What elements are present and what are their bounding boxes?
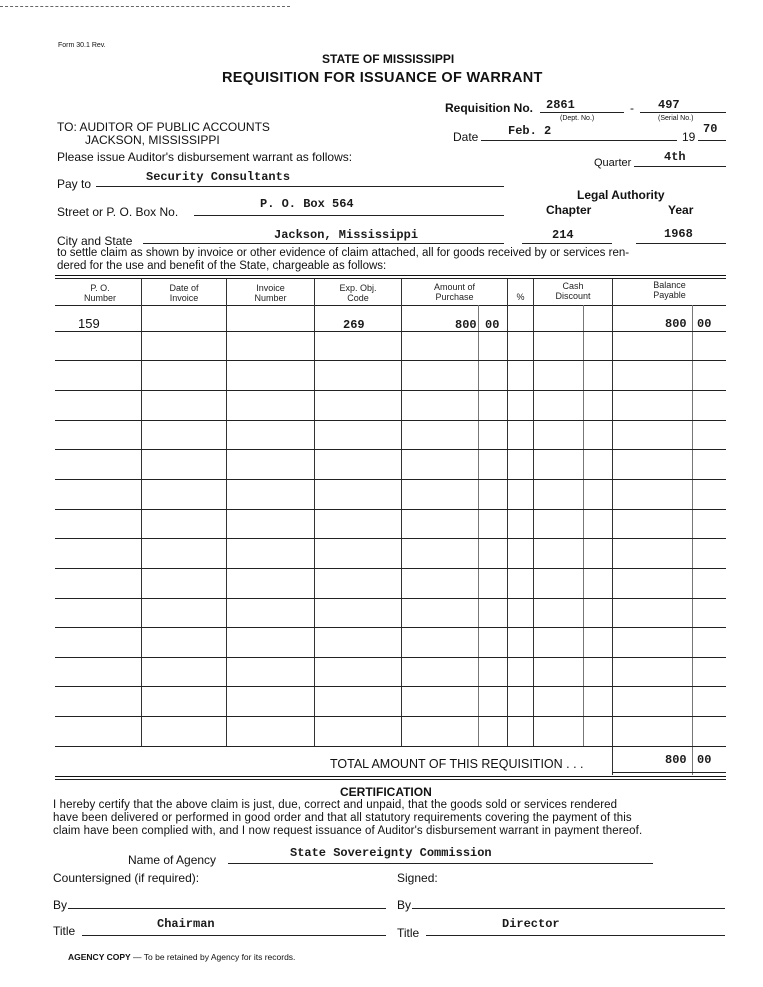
year-value: 1968 (664, 227, 693, 241)
col-line-6 (507, 279, 508, 747)
table-row-line (55, 568, 726, 569)
header-amount-line1: Amount of (433, 282, 476, 292)
instruction-text: Please issue Auditor's disbursement warrant as follows: (57, 150, 353, 164)
table-row-line (55, 538, 726, 539)
col-line-1 (141, 279, 142, 747)
quarter-label: Quarter (594, 157, 632, 169)
col-line-5 (478, 305, 479, 747)
total-underline (612, 772, 726, 773)
row-amount-cents: 00 (485, 318, 500, 332)
header-date-line2: Invoice (169, 293, 199, 303)
total-label: TOTAL AMOUNT OF THIS REQUISITION . . . (330, 757, 584, 771)
header-cash-line1: Cash (562, 281, 584, 291)
table-row-line (55, 627, 726, 628)
date-year-prefix: 19 (682, 130, 696, 144)
header-invno-line1: Invoice (256, 283, 285, 293)
form-number: Form 30.1 Rev. (58, 42, 106, 49)
pay-to-value: Security Consultants (146, 170, 291, 184)
date-year-suffix: 70 (703, 122, 718, 136)
table-row-line (55, 657, 726, 658)
table-row-line (55, 686, 726, 687)
title-label-left: Title (53, 924, 76, 938)
settle-text-2: dered for the use and benefit of the State, chargeable as follows: (57, 260, 387, 272)
title-line-left (82, 935, 386, 936)
requisition-label: Requisition No. (445, 101, 533, 115)
street-value: P. O. Box 564 (260, 197, 354, 211)
table-bottom-rule-2 (55, 779, 726, 780)
header-amount (402, 282, 507, 302)
header-exp-obj (315, 283, 401, 303)
title-label-right: Title (397, 926, 420, 940)
header-cash-line2: Discount (555, 291, 591, 301)
title-value-left: Chairman (157, 917, 215, 931)
col-line-9 (612, 279, 613, 775)
date-label: Date (453, 130, 479, 144)
col-line-7 (533, 279, 534, 747)
total-dollars: 800 (665, 753, 687, 767)
table-bottom-rule (55, 776, 726, 777)
footer-retention-text: — To be retained by Agency for its records. (133, 952, 296, 962)
footer-agency-copy: AGENCY COPY (68, 952, 131, 962)
total-cents: 00 (697, 753, 712, 767)
header-exp-line2: Code (347, 293, 369, 303)
certification-line-1: I hereby certify that the above claim is just, due, correct and unpaid, that the goods sold or services rendered (53, 799, 618, 811)
table-row-line (55, 331, 726, 332)
row-po-number: 159 (78, 316, 100, 331)
header-exp-line1: Exp. Obj. (339, 283, 377, 293)
certification-line-2: have been delivered or performed in good order and that all statutory requirements covering the payment of this (53, 812, 632, 824)
agency-label: Name of Agency (128, 853, 217, 867)
street-label: Street or P. O. Box No. (57, 205, 179, 219)
table-top-rule (55, 275, 726, 276)
title-value-right: Director (502, 917, 560, 931)
col-line-8 (583, 305, 584, 747)
legal-authority-label: Legal Authority (577, 188, 665, 202)
header-po-line1: P. O. (90, 283, 110, 293)
pay-to-label: Pay to (57, 177, 92, 191)
header-invno-line2: Number (254, 293, 287, 303)
header-percent: % (516, 292, 525, 302)
table-row-line (55, 390, 726, 391)
chapter-label: Chapter (546, 203, 592, 217)
by-label-left: By (53, 898, 68, 912)
table-row-line (55, 746, 726, 747)
header-po (60, 283, 140, 303)
header-balance-line1: Balance (653, 280, 686, 290)
date-value: Feb. 2 (508, 124, 552, 138)
by-label-right: By (397, 898, 412, 912)
by-line-left (68, 908, 386, 909)
table-header-rule (55, 305, 726, 306)
col-line-3 (314, 279, 315, 747)
requisition-dash: - (630, 101, 634, 115)
page-title: REQUISITION FOR ISSUANCE OF WARRANT (222, 70, 543, 86)
col-line-2 (226, 279, 227, 747)
table-row-line (55, 360, 726, 361)
header-date-invoice (142, 283, 226, 303)
city-value: Jackson, Mississippi (274, 228, 419, 242)
row-amount-dollars: 800 (455, 318, 477, 332)
header-amount-line2: Purchase (435, 292, 474, 302)
year-label: Year (668, 203, 694, 217)
table-top-rule-2 (55, 278, 726, 279)
countersigned-label: Countersigned (if required): (53, 871, 200, 885)
row-balance-cents: 00 (697, 317, 712, 331)
dept-number: 2861 (546, 98, 575, 112)
settle-text-1: to settle claim as shown by invoice or other evidence of claim attached, all for goods received by or services ren- (57, 247, 630, 259)
col-line-4 (401, 279, 402, 747)
col-line-10 (692, 305, 693, 775)
agency-value: State Sovereignty Commission (290, 846, 492, 860)
header-balance (613, 280, 726, 300)
table-row-line (55, 449, 726, 450)
city-label: City and State (57, 234, 133, 248)
table-row-line (55, 420, 726, 421)
table-row-line (55, 479, 726, 480)
table-row-line (55, 716, 726, 717)
header-po-line2: Number (83, 293, 116, 303)
state-heading: STATE OF MISSISSIPPI (322, 52, 455, 66)
agency-line (228, 863, 653, 864)
header-date-line1: Date of (169, 283, 199, 293)
header-invoice-number (227, 283, 314, 303)
by-line-right (412, 908, 725, 909)
header-balance-line2: Payable (653, 290, 686, 300)
table-row-line (55, 598, 726, 599)
serial-caption: (Serial No.) (658, 115, 694, 122)
to-line-1: TO: AUDITOR OF PUBLIC ACCOUNTS (57, 120, 270, 134)
dept-caption: (Dept. No.) (560, 115, 595, 122)
quarter-value: 4th (664, 150, 686, 164)
row-balance-dollars: 800 (665, 317, 687, 331)
certification-heading: CERTIFICATION (340, 785, 432, 799)
signed-label: Signed: (397, 871, 438, 885)
table-row-line (55, 509, 726, 510)
title-line-right (426, 935, 725, 936)
to-line-2: JACKSON, MISSISSIPPI (85, 133, 220, 147)
row-exp-code: 269 (343, 318, 365, 332)
header-cash-discount (534, 281, 612, 301)
serial-number: 497 (658, 98, 680, 112)
footer-note (68, 952, 295, 962)
certification-line-3: claim have been complied with, and I now request issuance of Auditor's disbursement warrant in payment thereof. (53, 825, 643, 837)
chapter-value: 214 (552, 228, 574, 242)
